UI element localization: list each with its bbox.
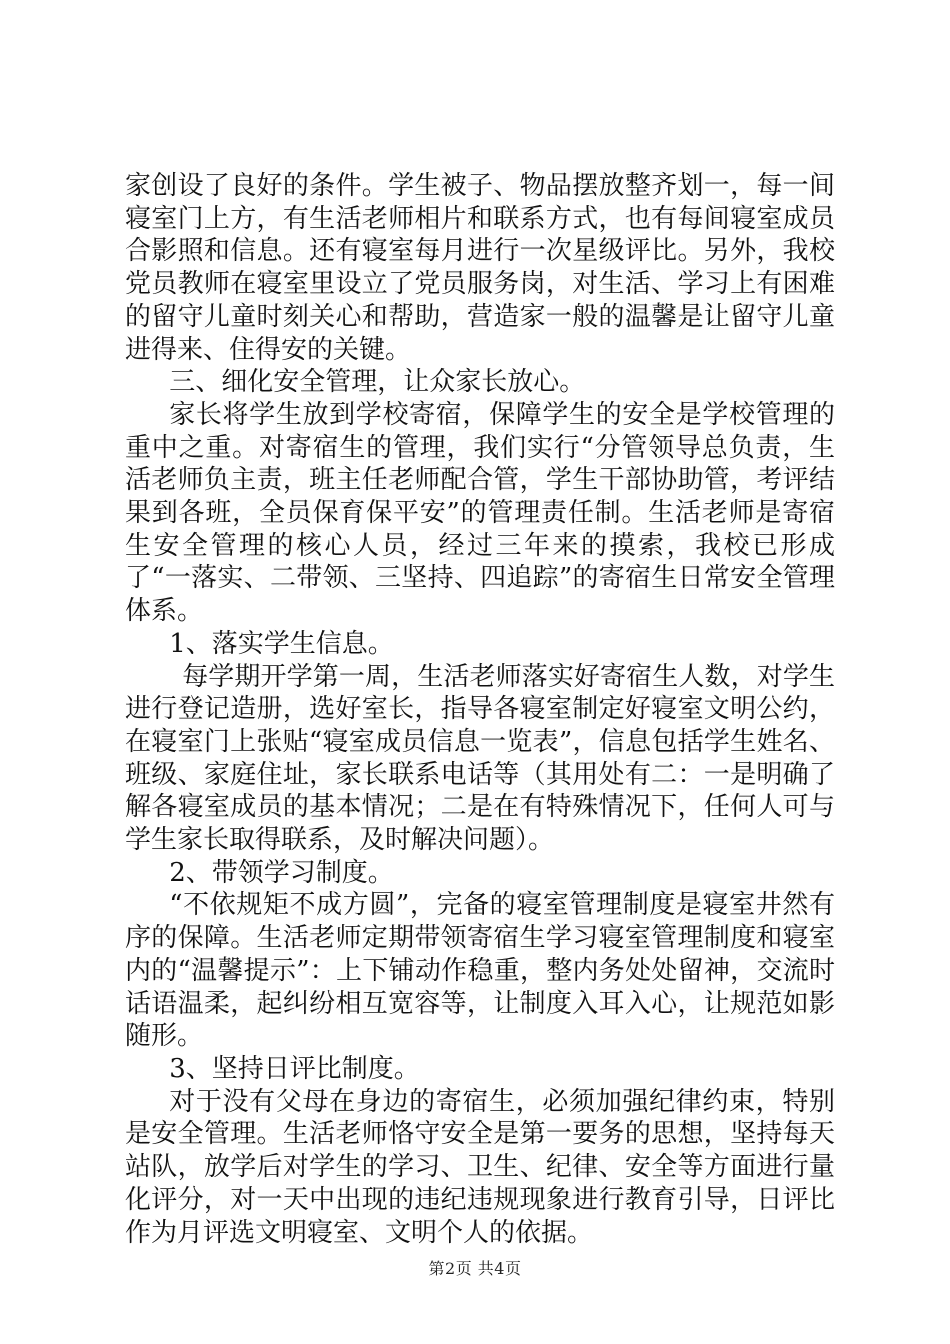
subheading-student-info: 1、落实学生信息。 (169, 628, 394, 659)
page-number-footer: 第2页 共4页 (428, 1259, 522, 1278)
paragraph-safety-intro: 家长将学生放到学校寄宿，保障学生的安全是学校管理的重中之重。对寄宿生的管理，我们实行“分管领导总负责，生活老师负主责，班主任老师配合管，学生干部协助管，考评结果到各班，全员保育保平安”的管理责任制。生活老师是寄宿生安全管理的核心人员，经过三年来的摸索，我校已形成了“一落实、二带领、三坚持、四追踪”的寄宿生日常安全管理体系。 (125, 399, 835, 627)
paragraph-study-rules: “不依规矩不成方圆”，完备的寝室管理制度是寝室井然有序的保障。生活老师定期带领寄宿生学习寝室管理制度和寝室内的“温馨提示”：上下铺动作稳重，整内务处处留神，交流时话语温柔，起纠纷相互宽容等，让制度入耳入心，让规范如影随形。 (125, 890, 835, 1052)
section-heading-safety: 三、细化安全管理，让众家长放心。 (169, 367, 586, 398)
paragraph-daily-review: 对于没有父母在身边的寄宿生，必须加强纪律约束，特别是安全管理。生活老师恪守安全是第一要务的思想，坚持每天站队，放学后对学生的学习、卫生、纪律、安全等方面进行量化评分，对一天中出现的违纪违规现象进行教育引导，日评比作为月评选文明寝室、文明个人的依据。 (125, 1086, 835, 1248)
subheading-study-rules: 2、带领学习制度。 (169, 857, 394, 888)
paragraph-student-info: 每学期开学第一周，生活老师落实好寄宿生人数，对学生进行登记造册，选好室长，指导各寝室制定好寝室文明公约，在寝室门上张贴“寝室成员信息一览表”，信息包括学生姓名、班级、家庭住址，家长联系电话等（其用处有二：一是明确了解各寝室成员的基本情况；二是在有特殊情况下，任何人可与学生家长取得联系，及时解决问题）。 (125, 661, 835, 856)
document-body (125, 170, 835, 1249)
paragraph-continuation: 家创设了良好的条件。学生被子、物品摆放整齐划一，每一间寝室门上方，有生活老师相片和联系方式，也有每间寝室成员合影照和信息。还有寝室每月进行一次星级评比。另外，我校党员教师在寝室里设立了党员服务岗，对生活、学习上有困难的留守儿童时刻关心和帮助，营造家一般的温馨是让留守儿童进得来、住得安的关键。 (125, 171, 835, 365)
subheading-daily-review: 3、坚持日评比制度。 (169, 1053, 420, 1084)
